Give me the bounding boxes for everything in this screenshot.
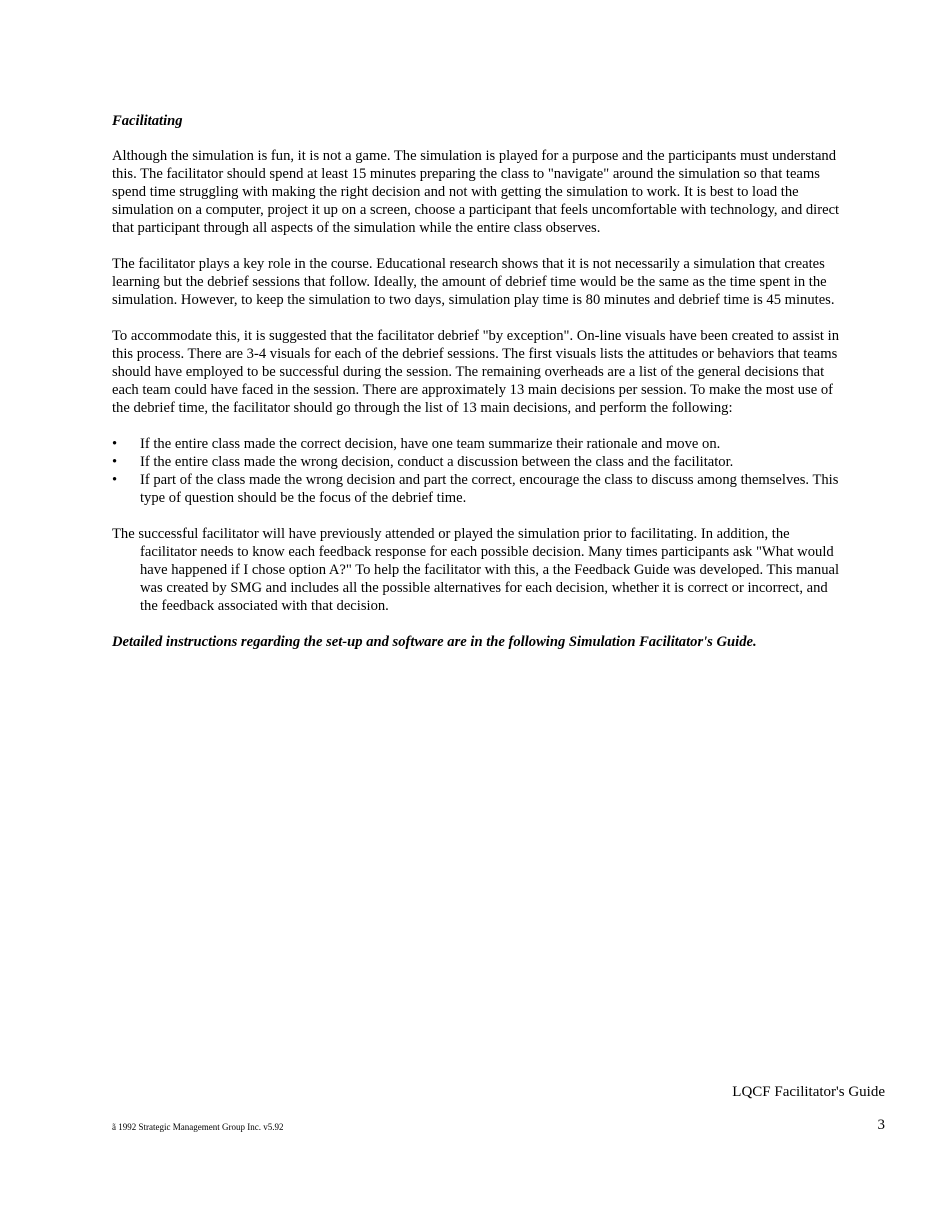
list-item xyxy=(112,471,840,507)
paragraph-debrief-by-exception: To accommodate this, it is suggested that the facilitator debrief "by exception". On-line visuals have been created to assist in this process. There are 3-4 visuals for each of the debrief sessions. The first visuals lists the attitudes or behaviors that teams should have employed to be successful during the session. The remaining overheads are a list of the general decisions that each team could have faced in the session. There are approximately 13 main decisions per session. To make the most use of the debrief time, the facilitator should go through the list of 13 main decisions, and perform the following: xyxy=(112,328,839,416)
page-number: 3 xyxy=(877,1117,885,1133)
debrief-bullet-list xyxy=(112,435,840,507)
footer-copyright: ã 1992 Strategic Management Group Inc. v5.92 xyxy=(112,1122,284,1132)
bullet-icon: • xyxy=(112,454,118,470)
bullet-text: If the entire class made the wrong decision, conduct a discussion between the class and the facilitator. xyxy=(140,454,734,470)
bullet-icon: • xyxy=(112,436,118,452)
bullet-icon: • xyxy=(112,472,118,488)
paragraph-intro: Although the simulation is fun, it is not a game. The simulation is played for a purpose and the participants must understand this. The facilitator should spend at least 15 minutes preparing the class to "navigate" around the simulation so that teams spend time struggling with making the right decision and not with getting the simulation to work. It is best to load the simulation on a computer, project it up on a screen, choose a participant that feels uncomfortable with technology, and direct that participant through all aspects of the simulation while the entire class observes. xyxy=(112,148,840,236)
bullet-text: If the entire class made the correct decision, have one team summarize their rationale and move on. xyxy=(140,436,721,452)
paragraph-facilitator-role: The facilitator plays a key role in the course. Educational research shows that it is not necessarily a simulation that creates learning but the debrief sessions that follow. Ideally, the amount of debrief time would be the same as the time spent in the simulation. However, to keep the simulation to two days, simulation play time is 80 minutes and debrief time is 45 minutes. xyxy=(112,256,835,308)
list-item xyxy=(112,453,840,471)
footer-guide-title: LQCF Facilitator's Guide xyxy=(732,1084,885,1100)
closing-instructions: Detailed instructions regarding the set-up and software are in the following Simulation Facilitator's Guide. xyxy=(112,634,757,650)
paragraph-successful-facilitator: The successful facilitator will have previously attended or played the simulation prior to facilitating. In addition, the facilitator needs to know each feedback response for each possible decision. Many times participants ask "What would have happened if I chose option A?" To help the facilitator with this, a the Feedback Guide was developed. This manual was created by SMG and includes all the possible alternatives for each decision, whether it is correct or incorrect, and the feedback associated with that decision. xyxy=(112,526,840,614)
section-heading: Facilitating xyxy=(112,113,183,129)
document-body xyxy=(112,112,840,669)
bullet-text: If part of the class made the wrong decision and part the correct, encourage the class to discuss among themselves. This type of question should be the focus of the debrief time. xyxy=(140,472,839,506)
list-item xyxy=(112,435,840,453)
